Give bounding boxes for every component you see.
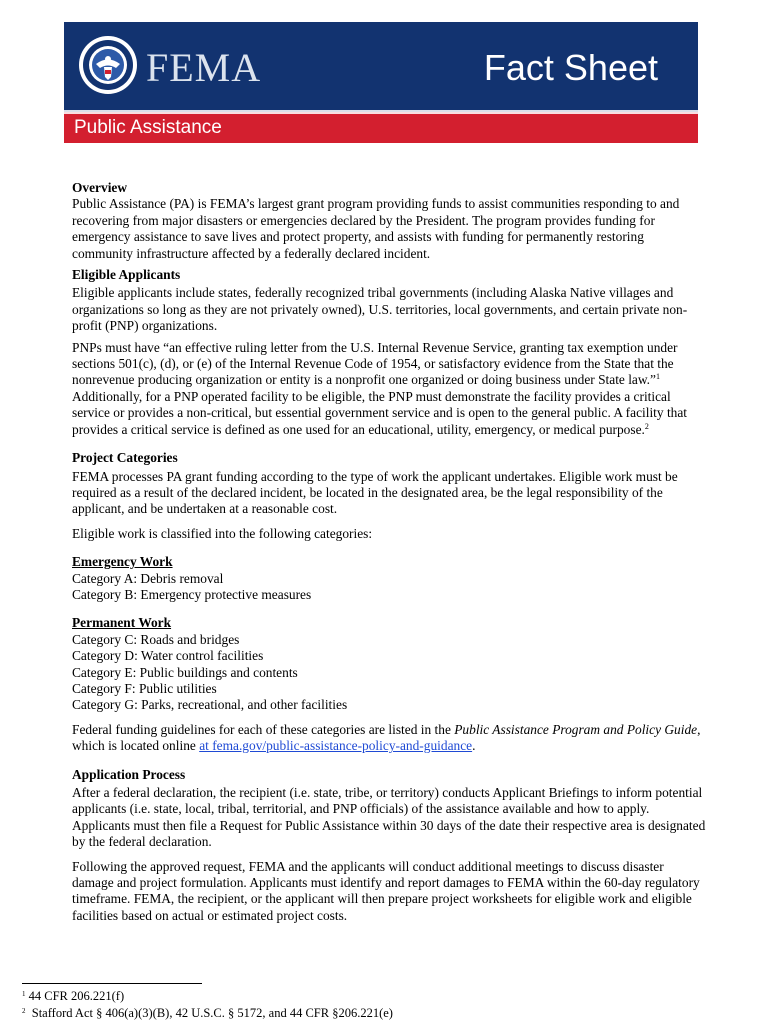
document-body xyxy=(72,180,707,924)
list-item: Category A: Debris removal xyxy=(72,570,224,586)
list-item: Category D: Water control facilities xyxy=(72,648,264,664)
list-item: Category G: Parks, recreational, and other facilities xyxy=(72,697,348,713)
footnote-1 xyxy=(22,988,742,1005)
list-item: Category B: Emergency protective measures xyxy=(72,586,312,602)
list-item: Category E: Public buildings and contents xyxy=(72,664,298,680)
project-categories-heading: Project Categories xyxy=(72,450,178,466)
policy-guide-title: Public Assistance Program and Policy Guide xyxy=(454,721,698,737)
eligible-paragraph-1: Eligible applicants include states, federally recognized tribal governments (including Alaska Native villages and organizations so long as they are not privately owned), U.S. territories, local governments, and certain private non-profit (PNP) organizations. xyxy=(72,285,688,334)
application-paragraph-2: Following the approved request, FEMA and the applicants will conduct additional meetings to discuss disaster damage and project formulation. Applicants must identify and report damages to FEMA within the 60-day regulatory timeframe. FEMA, the recipient, or the applicant will then prepare project worksheets for eligible work and eligible facilities based on actual or estimated project costs. xyxy=(72,858,700,923)
overview-heading: Overview xyxy=(72,180,128,195)
list-item: Category F: Public utilities xyxy=(72,680,217,696)
categories-paragraph-2: Eligible work is classified into the following categories: xyxy=(72,525,373,541)
footnote-2 xyxy=(22,1005,742,1022)
list-item: Category C: Roads and bridges xyxy=(72,631,240,647)
footnote-text: 44 CFR 206.221(f) xyxy=(25,989,125,1003)
eligible-applicants-heading: Eligible Applicants xyxy=(72,267,181,283)
program-subtitle: Public Assistance xyxy=(74,117,222,138)
overview-paragraph: Public Assistance (PA) is FEMA’s largest grant program providing funds to assist communities responding to and recovering from major disasters or emergencies declared by the President. The program provides funding for emergency assistance to save lives and protect property, and assists with funding for permanently restoring community infrastructure affected by a federally declared incident. xyxy=(72,196,680,261)
footnote-number: 2 xyxy=(22,1007,26,1015)
emergency-work-heading: Emergency Work xyxy=(72,554,173,570)
footnotes xyxy=(22,988,742,1022)
eligible-paragraph-2 xyxy=(72,340,707,438)
footnote-divider xyxy=(22,983,202,984)
doc-type-title: Fact Sheet xyxy=(483,47,658,88)
guidelines-text: Federal funding guidelines for each of these categories are listed in the xyxy=(72,721,455,737)
emergency-work-list xyxy=(72,571,707,604)
categories-paragraph-1: FEMA processes PA grant funding according to the type of work the applicant undertakes. Eligible work must be required as a result of the declared incident, be located in the designated area, be the legal responsibility of the applicant, and be undertaken at a reasonable cost. xyxy=(72,468,678,517)
policy-guide-link[interactable]: at fema.gov/public-assistance-policy-and-guidance xyxy=(199,738,473,754)
footnote-ref-1[interactable]: 1 xyxy=(655,372,660,382)
footnote-number: 1 xyxy=(22,990,26,998)
application-paragraph-1: After a federal declaration, the recipient (i.e. state, tribe, or territory) conducts Applicant Briefings to inform potential applicants (i.e. state, local, tribal, territorial, and PNP officials) of the assistance available and how to apply. Applicants must then file a Request for Public Assistance within 30 days of the date their respective area is designated by the federal declaration. xyxy=(72,785,706,850)
permanent-work-list xyxy=(72,632,707,714)
guidelines-text-mid: , which is located online xyxy=(72,721,701,754)
pnp-facility-text: Additionally, for a PNP operated facility to be eligible, the PNP must demonstrate the facility provides a critical service or provides a non-critical, but essential government service and is open to the general public. A facility that provides a critical service is defined as one used for an educational, utility, emergency, or medical purpose. xyxy=(72,388,688,437)
footnote-text: Stafford Act § 406(a)(3)(B), 42 U.S.C. § 5172, and 44 CFR §206.221(e) xyxy=(25,1006,393,1020)
header-banner xyxy=(64,22,698,143)
banner-divider xyxy=(64,110,698,114)
pnp-quote: PNPs must have “an effective ruling letter from the U.S. Internal Revenue Service, granting tax exemption under sections 501(c), (d), or (e) of the Internal Revenue Code of 1954, or satisfactory evidence from the State that the nonrevenue producing organization or entity is a nonprofit one organized or doing business under State law.” xyxy=(72,339,678,388)
dhs-seal-icon xyxy=(78,35,138,95)
guidelines-text-end: . xyxy=(472,738,476,754)
application-process-heading: Application Process xyxy=(72,766,186,782)
fema-logo-text: FEMA xyxy=(146,45,262,90)
permanent-work-heading: Permanent Work xyxy=(72,615,172,631)
guidelines-paragraph xyxy=(72,722,707,755)
footnote-ref-2[interactable]: 2 xyxy=(644,421,649,431)
